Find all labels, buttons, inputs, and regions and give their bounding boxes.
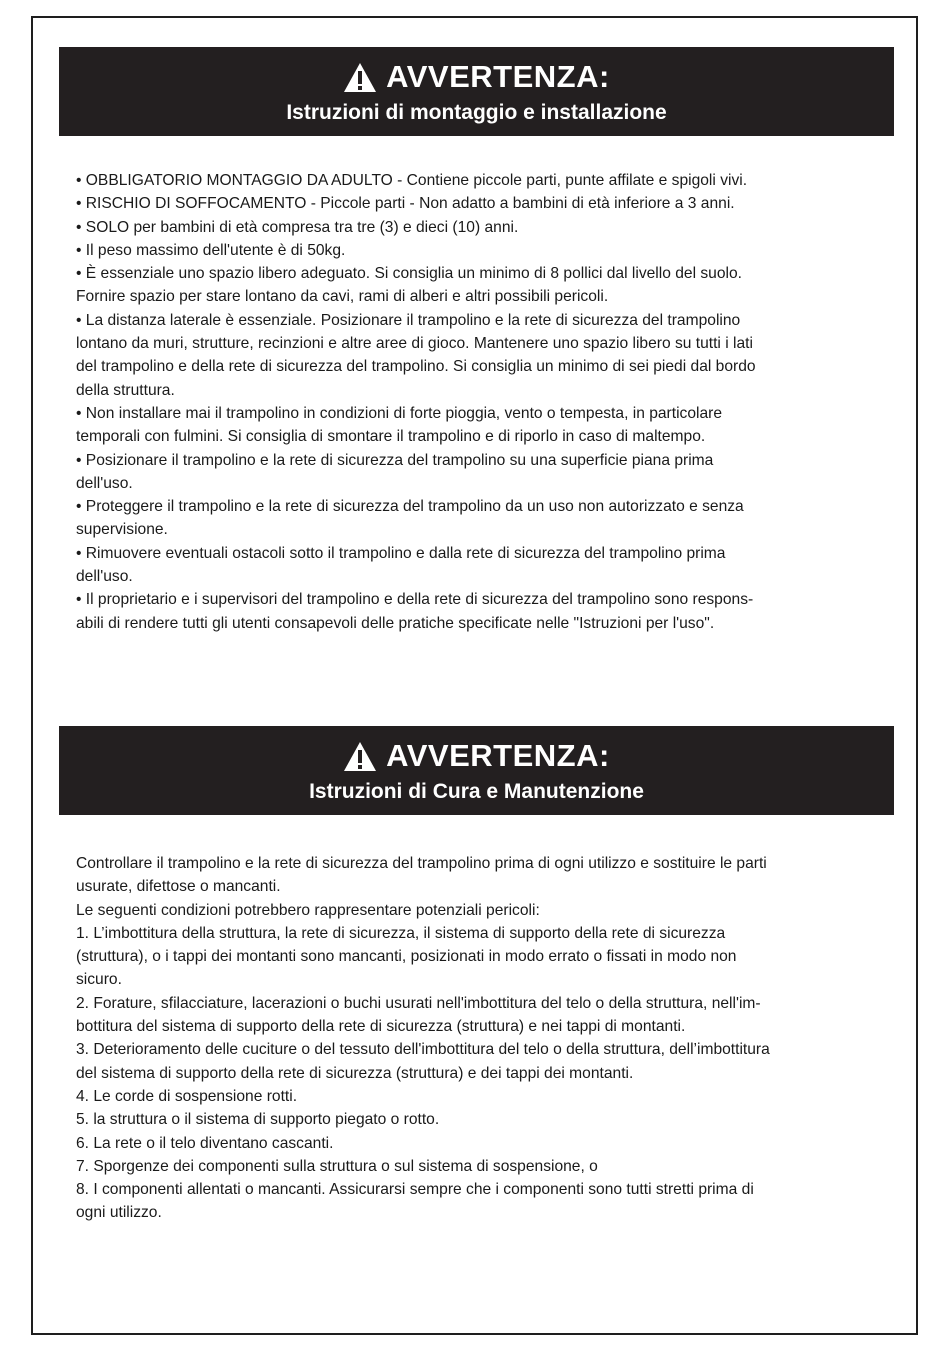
assembly-instructions-text (76, 169, 884, 635)
text-line: 5. la struttura o il sistema di supporto piegato o rotto. (76, 1111, 440, 1129)
banner-subtitle: Istruzioni di Cura e Manutenzione (309, 780, 644, 803)
text-line: • OBBLIGATORIO MONTAGGIO DA ADULTO - Contiene piccole parti, punte affilate e spigoli vivi. (76, 172, 748, 189)
banner-title: AVVERTENZA: (386, 738, 610, 773)
text-line: • Rimuovere eventuali ostacoli sotto il trampolino e dalla rete di sicurezza del trampolino prima (76, 544, 726, 562)
text-line: del sistema di supporto della rete di sicurezza (struttura) e dei tappi dei montanti. (76, 1064, 634, 1082)
banner-subtitle: Istruzioni di montaggio e installazione (286, 101, 667, 124)
text-line: abili di rendere tutti gli utenti consapevoli delle pratiche specificate nelle "Istruzioni per l'uso". (76, 614, 715, 632)
text-line: 7. Sporgenze dei componenti sulla struttura o sul sistema di sospensione, o (76, 1157, 598, 1175)
text-line: • La distanza laterale è essenziale. Posizionare il trampolino e la rete di sicurezza del trampolino (76, 311, 741, 329)
text-line: Le seguenti condizioni potrebbero rappresentare potenziali pericoli: (76, 901, 540, 919)
text-line: 3. Deterioramento delle cuciture o del tessuto dell'imbottitura del telo o della struttura, dell’imbottitura (76, 1041, 770, 1059)
text-line: Controllare il trampolino e la rete di sicurezza del trampolino prima di ogni utilizzo e sostituire le parti (76, 855, 767, 872)
banner-title: AVVERTENZA: (386, 59, 610, 94)
warning-banner-assembly (59, 47, 894, 136)
text-line: • SOLO per bambini di età compresa tra tre (3) e dieci (10) anni. (76, 218, 519, 236)
text-line: • È essenziale uno spazio libero adeguato. Si consiglia un minimo di 8 pollici dal livello del suolo. (76, 265, 742, 283)
warning-banner-maintenance (59, 726, 894, 815)
text-line: bottitura del sistema di supporto della rete di sicurezza (struttura) e nei tappi di montanti. (76, 1018, 686, 1036)
banner-title-row (59, 59, 894, 95)
text-line: 6. La rete o il telo diventano cascanti. (76, 1134, 334, 1152)
text-line: • Proteggere il trampolino e la rete di sicurezza del trampolino da un uso non autorizzato e senza (76, 498, 744, 516)
text-line: usurate, difettose o mancanti. (76, 878, 281, 896)
text-line: (struttura), o i tappi dei montanti sono mancanti, posizionati in modo errato o fissati in modo non (76, 948, 737, 966)
text-line: • RISCHIO DI SOFFOCAMENTO - Piccole parti - Non adatto a bambini di età inferiore a 3 anni. (76, 195, 735, 213)
text-line: 4. Le corde di sospensione rotti. (76, 1087, 298, 1105)
text-line: dell'uso. (76, 474, 133, 492)
text-line: 8. I componenti allentati o mancanti. Assicurarsi sempre che i componenti sono tutti stretti prima di (76, 1181, 754, 1199)
text-line: ogni utilizzo. (76, 1204, 162, 1222)
warning-triangle-icon (343, 62, 377, 93)
text-line: della struttura. (76, 381, 175, 399)
text-line: • Il proprietario e i supervisori del trampolino e della rete di sicurezza del trampolino sono respons- (76, 591, 754, 609)
text-line: • Non installare mai il trampolino in condizioni di forte pioggia, vento o tempesta, in particolare (76, 404, 723, 422)
text-line: del trampolino e della rete di sicurezza del trampolino. Si consiglia un minimo di sei piedi dal bordo (76, 358, 756, 376)
text-line: temporali con fulmini. Si consiglia di smontare il trampolino e di riporlo in caso di maltempo. (76, 428, 706, 446)
text-line: • Posizionare il trampolino e la rete di sicurezza del trampolino su una superficie piana prima (76, 451, 714, 469)
text-line: 1. L’imbottitura della struttura, la rete di sicurezza, il sistema di supporto della rete di sicurezza (76, 924, 726, 942)
warning-triangle-icon (343, 741, 377, 772)
text-line: • Il peso massimo dell'utente è di 50kg. (76, 241, 346, 259)
text-line: supervisione. (76, 521, 168, 539)
text-line: sicuro. (76, 971, 122, 989)
text-line: Fornire spazio per stare lontano da cavi, rami di alberi e altri possibili pericoli. (76, 288, 609, 306)
text-line: dell'uso. (76, 568, 133, 586)
maintenance-instructions-text (76, 852, 884, 1225)
banner-title-row (59, 738, 894, 774)
text-line: lontano da muri, strutture, recinzioni e altre aree di gioco. Mantenere uno spazio libero su tutti i lati (76, 335, 753, 353)
text-line: 2. Forature, sfilacciature, lacerazioni o buchi usurati nell'imbottitura del telo o della struttura, nell'im- (76, 994, 761, 1012)
